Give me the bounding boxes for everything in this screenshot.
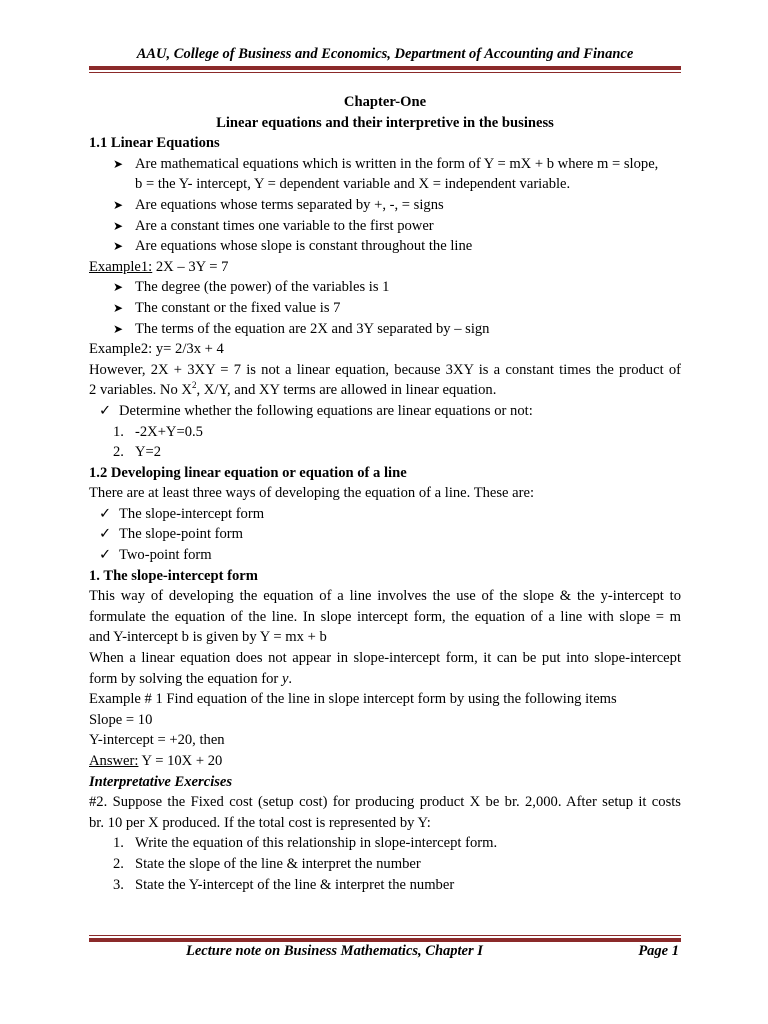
list-item-text: Y=2 xyxy=(135,444,162,461)
list-item-text: Are equations whose terms separated by +, -, = signs xyxy=(135,196,444,213)
list-item xyxy=(89,545,681,566)
paragraph-line: Example # 1 Find equation of the line in slope intercept form by using the following items xyxy=(89,691,617,708)
list-item-continuation: b = the Y- intercept, Y = dependent variable and X = independent variable. xyxy=(135,176,571,193)
list-item xyxy=(89,195,681,216)
paragraph-line: There are at least three ways of developing the equation of a line. These are: xyxy=(89,485,535,502)
list-item xyxy=(89,854,681,875)
checkmark-bullet-icon: ✓ xyxy=(99,547,112,564)
list-item xyxy=(89,216,681,237)
section-heading-1-2: 1.2 Developing linear equation or equation of a line xyxy=(89,464,407,481)
section-heading-1-1: 1.1 Linear Equations xyxy=(89,135,220,152)
list-number: 2. xyxy=(113,855,124,872)
list-item xyxy=(89,422,681,443)
arrowhead-bullet-icon: ➤ xyxy=(113,300,124,315)
list-item-text: The degree (the power) of the variables is 1 xyxy=(135,279,390,296)
example-2: Example2: y= 2/3x + 4 xyxy=(89,341,224,358)
arrowhead-bullet-icon: ➤ xyxy=(113,197,124,212)
list-item-text: Are a constant times one variable to the first power xyxy=(135,217,434,234)
list-item xyxy=(89,442,681,463)
list-item xyxy=(89,319,681,340)
list-item-text: The slope-intercept form xyxy=(119,505,265,522)
header-rule-thin xyxy=(89,72,681,73)
list-item xyxy=(89,524,681,545)
paragraph-line: When a linear equation does not appear in slope-intercept form, it can be put into slope-intercept xyxy=(89,650,681,667)
footer-rule-thin xyxy=(89,935,681,936)
header-rule-thick xyxy=(89,66,681,70)
list-item xyxy=(89,504,681,525)
paragraph-line xyxy=(89,380,681,401)
paragraph-line: Y-intercept = +20, then xyxy=(89,732,225,749)
paragraph-line: Slope = 10 xyxy=(89,711,153,728)
chapter-subtitle: Linear equations and their interpretive in the business xyxy=(216,114,554,131)
arrowhead-bullet-icon: ➤ xyxy=(113,218,124,233)
paragraph-line: br. 10 per X produced. If the total cost is represented by Y: xyxy=(89,814,431,831)
paragraph-line: However, 2X + 3XY = 7 is not a linear equation, because 3XY is a constant times the product of xyxy=(89,361,681,378)
superscript: 2 xyxy=(191,380,197,391)
list-item xyxy=(89,298,681,319)
answer-line xyxy=(89,751,681,772)
list-item xyxy=(89,401,681,422)
list-item-text: Determine whether the following equations are linear equations or not: xyxy=(119,402,533,419)
list-item-text: Are mathematical equations which is written in the form of Y = mX + b where m = slope, xyxy=(135,155,659,172)
subsection-heading: 1. The slope-intercept form xyxy=(89,567,258,584)
list-number: 2. xyxy=(113,444,124,461)
list-item-text: State the Y-intercept of the line & interpret the number xyxy=(135,876,455,893)
text-fragment: form by solving the equation for xyxy=(89,670,282,687)
list-item xyxy=(89,833,681,854)
list-item-text: The terms of the equation are 2X and 3Y separated by – sign xyxy=(135,320,490,337)
text-fragment: , X/Y, and XY terms are allowed in linear equation. xyxy=(196,382,497,399)
text-fragment: 2 variables. No X xyxy=(89,382,192,399)
list-item-text: -2X+Y=0.5 xyxy=(135,423,203,440)
list-item xyxy=(89,277,681,298)
example-1 xyxy=(89,257,681,278)
variable-y: y xyxy=(281,670,289,687)
list-item xyxy=(89,236,681,257)
answer-text: Y = 10X + 20 xyxy=(138,753,223,769)
arrowhead-bullet-icon: ➤ xyxy=(113,239,124,254)
checkmark-bullet-icon: ✓ xyxy=(99,402,112,419)
list-number: 1. xyxy=(113,835,124,852)
text-fragment: . xyxy=(288,670,293,687)
list-item-text: State the slope of the line & interpret the number xyxy=(135,855,421,872)
example-1-label: Example1: xyxy=(89,258,153,275)
list-item xyxy=(89,154,681,175)
page-header: AAU, College of Business and Economics, Department of Accounting and Finance xyxy=(136,46,634,62)
page-body xyxy=(89,92,681,895)
exercises-heading: Interpretative Exercises xyxy=(89,773,233,790)
chapter-title: Chapter-One xyxy=(343,94,427,110)
list-item xyxy=(89,875,681,896)
list-number: 1. xyxy=(113,423,124,440)
list-item-text: Two-point form xyxy=(119,547,212,564)
list-item-text: Are equations whose slope is constant throughout the line xyxy=(135,238,473,255)
answer-label: Answer: xyxy=(89,753,139,769)
checkmark-bullet-icon: ✓ xyxy=(99,526,112,543)
list-number: 3. xyxy=(113,876,124,893)
checkmark-bullet-icon: ✓ xyxy=(99,505,112,522)
paragraph-line: and Y-intercept b is given by Y = mx + b xyxy=(89,629,327,646)
example-1-equation: 2X – 3Y = 7 xyxy=(152,258,229,275)
paragraph-line: formulate the equation of the line. In slope intercept form, the equation of a line with slope = m xyxy=(89,608,681,625)
list-item-text: The slope-point form xyxy=(119,526,244,543)
arrowhead-bullet-icon: ➤ xyxy=(113,280,124,295)
list-item-text: The constant or the fixed value is 7 xyxy=(135,299,341,316)
footer-rule-thick xyxy=(89,938,681,942)
list-item-text: Write the equation of this relationship in slope-intercept form. xyxy=(135,835,498,852)
page-footer-title: Lecture note on Business Mathematics, Chapter I xyxy=(186,943,483,959)
paragraph-line: #2. Suppose the Fixed cost (setup cost) for producing product X be br. 2,000. After setup it costs xyxy=(89,794,681,811)
arrowhead-bullet-icon: ➤ xyxy=(113,321,124,336)
paragraph-line: This way of developing the equation of a line involves the use of the slope & the y-intercept to xyxy=(89,588,681,605)
paragraph-line xyxy=(89,669,681,690)
arrowhead-bullet-icon: ➤ xyxy=(113,156,124,171)
page-number: Page 1 xyxy=(638,943,679,959)
